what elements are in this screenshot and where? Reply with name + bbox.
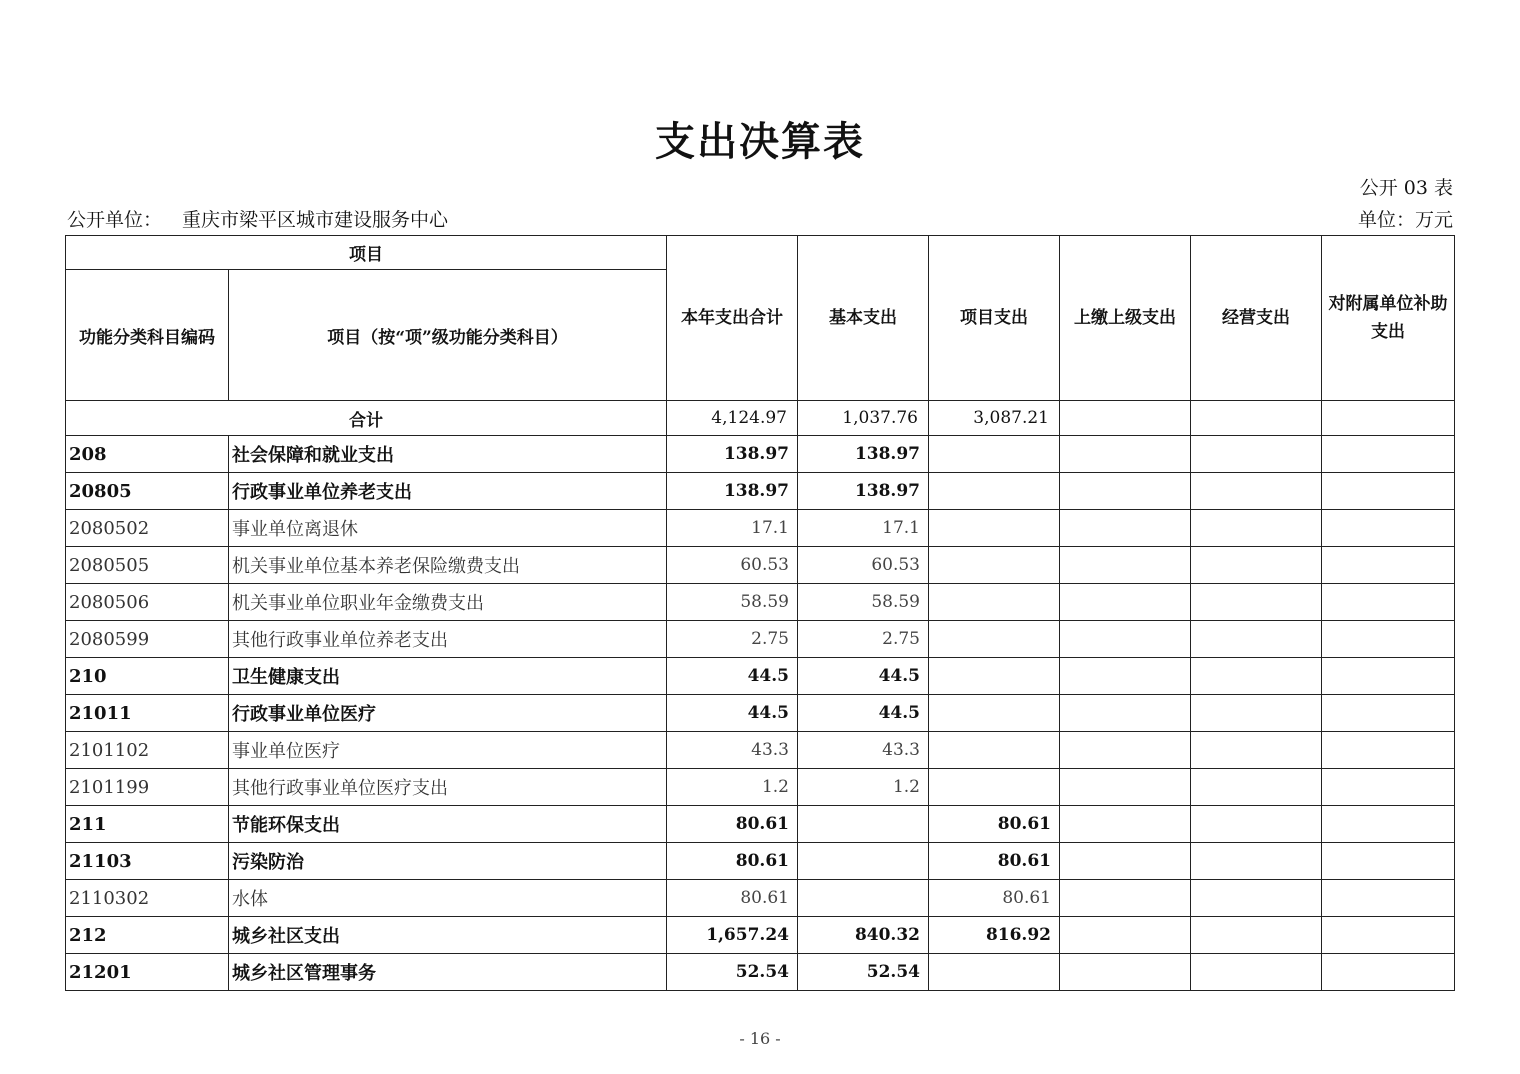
row-name: 城乡社区管理事务: [229, 954, 667, 991]
row-basic: 840.32: [798, 917, 929, 954]
row-upper: [1060, 732, 1191, 769]
money-unit: 单位：万元: [1357, 209, 1453, 231]
row-total: 138.97: [667, 436, 798, 473]
row-basic: [798, 880, 929, 917]
row-upper: [1060, 769, 1191, 806]
row-business: [1191, 436, 1322, 473]
row-upper: [1060, 436, 1191, 473]
table-row: [66, 473, 1455, 510]
row-code: 2080505: [66, 547, 229, 584]
row-name: 节能环保支出: [229, 806, 667, 843]
row-total: 43.3: [667, 732, 798, 769]
row-business: [1191, 769, 1322, 806]
row-business: [1191, 584, 1322, 621]
table-row: [66, 621, 1455, 658]
row-code: 2101199: [66, 769, 229, 806]
header-row-1: [66, 236, 1455, 270]
row-subsidy: [1322, 658, 1455, 695]
row-name: 卫生健康支出: [229, 658, 667, 695]
row-code: 211: [66, 806, 229, 843]
row-upper: [1060, 621, 1191, 658]
row-upper: [1060, 880, 1191, 917]
row-total: 44.5: [667, 658, 798, 695]
row-subsidy: [1322, 954, 1455, 991]
row-basic: 1.2: [798, 769, 929, 806]
row-project: 816.92: [929, 917, 1060, 954]
row-business: [1191, 547, 1322, 584]
header-project-expenditure: 项目支出: [929, 236, 1060, 401]
table-row: [66, 584, 1455, 621]
row-subsidy: [1322, 732, 1455, 769]
total-business: [1191, 401, 1322, 436]
row-business: [1191, 473, 1322, 510]
row-business: [1191, 954, 1322, 991]
row-project: [929, 547, 1060, 584]
row-basic: 60.53: [798, 547, 929, 584]
table-row: [66, 843, 1455, 880]
row-project: [929, 436, 1060, 473]
row-code: 208: [66, 436, 229, 473]
total-upper: [1060, 401, 1191, 436]
row-name: 行政事业单位医疗: [229, 695, 667, 732]
row-basic: 58.59: [798, 584, 929, 621]
row-name: 水体: [229, 880, 667, 917]
expenditure-table: [65, 235, 1455, 991]
row-upper: [1060, 510, 1191, 547]
page-title: 支出决算表: [655, 118, 865, 165]
table-row: [66, 917, 1455, 954]
row-basic: [798, 806, 929, 843]
table-row: [66, 658, 1455, 695]
row-upper: [1060, 584, 1191, 621]
row-name: 污染防治: [229, 843, 667, 880]
row-business: [1191, 917, 1322, 954]
row-code: 20805: [66, 473, 229, 510]
table-row: [66, 954, 1455, 991]
row-project: [929, 769, 1060, 806]
total-amount: 4,124.97: [667, 401, 798, 436]
row-subsidy: [1322, 547, 1455, 584]
table-row: [66, 880, 1455, 917]
table-row: [66, 732, 1455, 769]
row-subsidy: [1322, 917, 1455, 954]
row-basic: 52.54: [798, 954, 929, 991]
row-name: 行政事业单位养老支出: [229, 473, 667, 510]
row-basic: 44.5: [798, 695, 929, 732]
row-project: [929, 695, 1060, 732]
row-total: 44.5: [667, 695, 798, 732]
row-business: [1191, 621, 1322, 658]
row-subsidy: [1322, 806, 1455, 843]
header-total: 本年支出合计: [667, 236, 798, 401]
row-code: 2080502: [66, 510, 229, 547]
row-total: 80.61: [667, 806, 798, 843]
row-subsidy: [1322, 473, 1455, 510]
row-upper: [1060, 473, 1191, 510]
row-name: 机关事业单位职业年金缴费支出: [229, 584, 667, 621]
row-subsidy: [1322, 843, 1455, 880]
row-total: 60.53: [667, 547, 798, 584]
header-upper: 上缴上级支出: [1060, 236, 1191, 401]
row-business: [1191, 880, 1322, 917]
row-name: 事业单位离退休: [229, 510, 667, 547]
row-name: 机关事业单位基本养老保险缴费支出: [229, 547, 667, 584]
total-basic: 1,037.76: [798, 401, 929, 436]
row-project: 80.61: [929, 880, 1060, 917]
row-code: 2080599: [66, 621, 229, 658]
row-upper: [1060, 658, 1191, 695]
row-upper: [1060, 917, 1191, 954]
header-business: 经营支出: [1191, 236, 1322, 401]
row-business: [1191, 658, 1322, 695]
row-subsidy: [1322, 436, 1455, 473]
row-project: [929, 732, 1060, 769]
row-basic: 44.5: [798, 658, 929, 695]
total-label: 合计: [66, 401, 667, 436]
table-row: [66, 806, 1455, 843]
row-project: 80.61: [929, 843, 1060, 880]
row-total: 80.61: [667, 880, 798, 917]
row-name: 其他行政事业单位养老支出: [229, 621, 667, 658]
row-business: [1191, 843, 1322, 880]
row-basic: 17.1: [798, 510, 929, 547]
row-code: 21011: [66, 695, 229, 732]
row-basic: [798, 843, 929, 880]
table-number: 公开 03 表: [1359, 177, 1453, 199]
table-row: [66, 436, 1455, 473]
row-upper: [1060, 954, 1191, 991]
total-row: [66, 401, 1455, 436]
total-project: 3,087.21: [929, 401, 1060, 436]
header-project: 项目: [66, 236, 667, 270]
row-subsidy: [1322, 769, 1455, 806]
row-name: 事业单位医疗: [229, 732, 667, 769]
row-basic: 138.97: [798, 473, 929, 510]
row-project: 80.61: [929, 806, 1060, 843]
org-label: 公开单位：: [67, 209, 163, 231]
row-code: 2080506: [66, 584, 229, 621]
row-total: 17.1: [667, 510, 798, 547]
row-subsidy: [1322, 621, 1455, 658]
row-total: 1.2: [667, 769, 798, 806]
row-code: 2101102: [66, 732, 229, 769]
row-project: [929, 658, 1060, 695]
page-number: - 16 -: [739, 1029, 781, 1048]
row-business: [1191, 695, 1322, 732]
total-subsidy: [1322, 401, 1455, 436]
header-code: 功能分类科目编码: [66, 270, 229, 401]
row-total: 2.75: [667, 621, 798, 658]
unit-row: [67, 206, 1453, 234]
row-name: 社会保障和就业支出: [229, 436, 667, 473]
row-name: 其他行政事业单位医疗支出: [229, 769, 667, 806]
row-upper: [1060, 843, 1191, 880]
table-row: [66, 510, 1455, 547]
row-code: 2110302: [66, 880, 229, 917]
row-subsidy: [1322, 584, 1455, 621]
row-business: [1191, 806, 1322, 843]
row-upper: [1060, 695, 1191, 732]
header-item: 项目（按“项”级功能分类科目）: [229, 270, 667, 401]
row-total: 138.97: [667, 473, 798, 510]
row-basic: 43.3: [798, 732, 929, 769]
header-basic: 基本支出: [798, 236, 929, 401]
row-code: 21201: [66, 954, 229, 991]
row-project: [929, 510, 1060, 547]
table-row: [66, 547, 1455, 584]
row-upper: [1060, 806, 1191, 843]
row-project: [929, 473, 1060, 510]
row-upper: [1060, 547, 1191, 584]
row-subsidy: [1322, 880, 1455, 917]
row-project: [929, 954, 1060, 991]
row-code: 210: [66, 658, 229, 695]
table-row: [66, 695, 1455, 732]
row-code: 212: [66, 917, 229, 954]
row-total: 1,657.24: [667, 917, 798, 954]
row-business: [1191, 732, 1322, 769]
row-basic: 138.97: [798, 436, 929, 473]
row-business: [1191, 510, 1322, 547]
reporting-unit: [67, 206, 448, 234]
row-total: 80.61: [667, 843, 798, 880]
row-total: 52.54: [667, 954, 798, 991]
row-code: 21103: [66, 843, 229, 880]
org-name: 重庆市梁平区城市建设服务中心: [182, 209, 449, 231]
row-project: [929, 584, 1060, 621]
row-subsidy: [1322, 695, 1455, 732]
header-subsidy: 对附属单位补助支出: [1322, 236, 1455, 401]
row-subsidy: [1322, 510, 1455, 547]
row-total: 58.59: [667, 584, 798, 621]
row-basic: 2.75: [798, 621, 929, 658]
row-name: 城乡社区支出: [229, 917, 667, 954]
row-project: [929, 621, 1060, 658]
table-row: [66, 769, 1455, 806]
